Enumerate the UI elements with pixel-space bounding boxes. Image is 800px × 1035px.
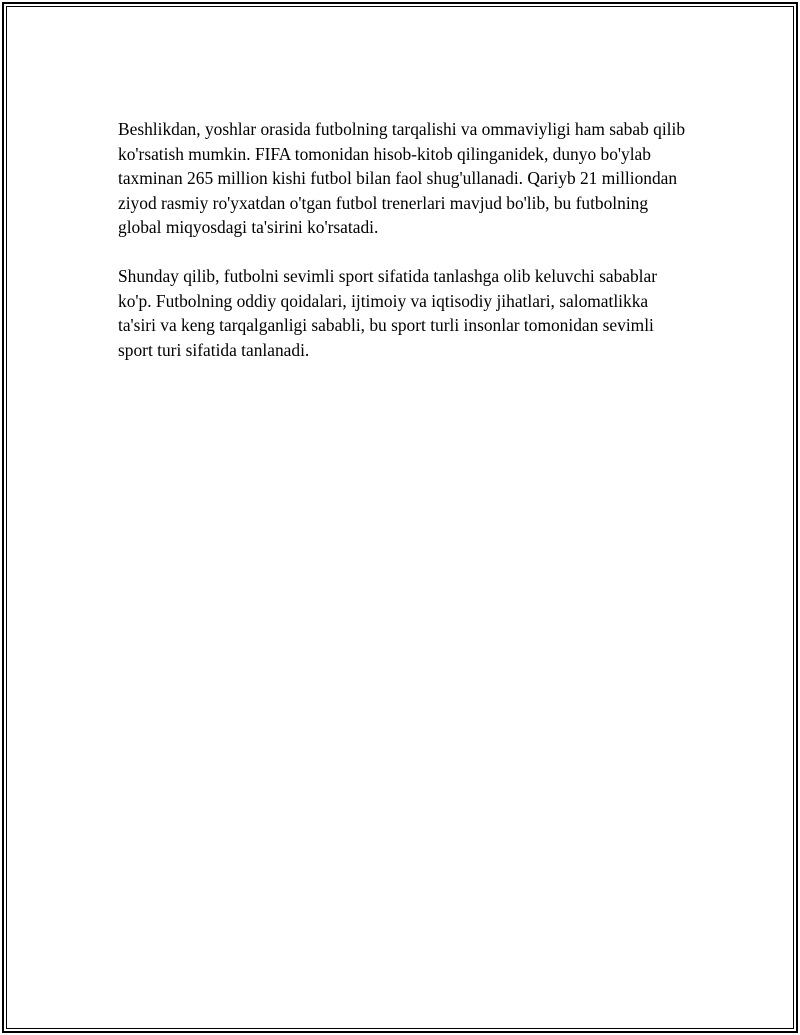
paragraph-2: Shunday qilib, futbolni sevimli sport sifatida tanlashga olib keluvchi sabablar ko'p. Futbolning oddiy qoidalari, ijtimoiy va iqtisodiy jihatlari, salomatlikka ta'siri va keng tarqalganligi sababli, bu sport turli insonlar tomonidan sevimli sport turi sifatida tanlanadi. <box>118 266 658 360</box>
paragraph-1: Beshlikdan, yoshlar orasida futbolning tarqalishi va ommaviyligi ham sabab qilib ko'rsatish mumkin. FIFA tomonidan hisob-kitob qilinganidek, dunyo bo'ylab taxminan 265 million kishi futbol bilan faol shug'ullanadi. Qariyb 21 milliondan ziyod rasmiy ro'yxatdan o'tgan futbol trenerlari mavjud bo'lib, bu futbolning global miqyosdagi ta'sirini ko'rsatadi. <box>118 119 686 237</box>
document-body <box>118 117 688 387</box>
